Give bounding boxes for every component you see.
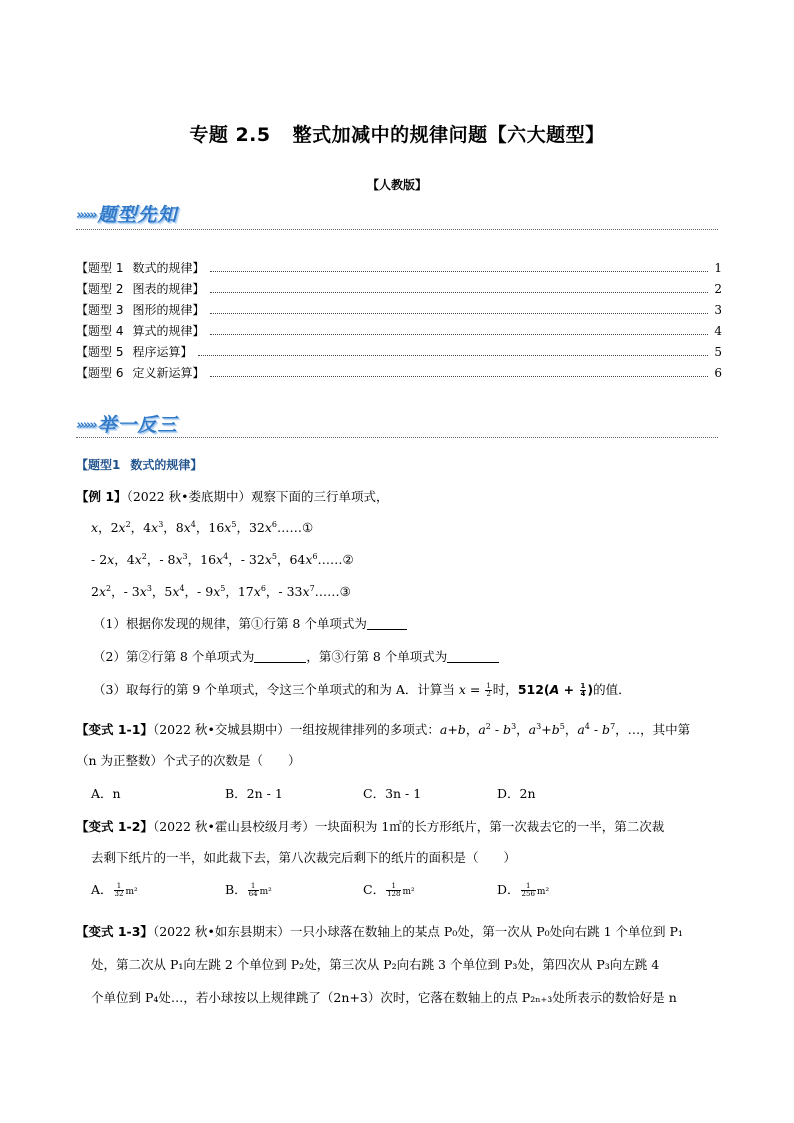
toc-item[interactable] [76,322,722,343]
toc-leader [210,313,708,314]
variant-label: 【变式 1-2】 [76,819,153,834]
toc-item-name: 图表的规律】 [132,282,205,296]
title-topic-number: 专题 2.5 [189,124,271,146]
option-letter: B． [225,882,247,897]
variant-text: （2022 秋•霍山县校级月考）一块面积为 1㎡的长方形纸片，第一次裁去它的一半，第二次裁 [152,819,665,834]
toc-item-name: 定义新运算】 [132,366,205,380]
section-name: 数式的规律】 [130,458,203,472]
banner-arrows-icon: »»» [76,418,96,433]
toc-item[interactable] [76,301,722,322]
variant-text: （2022 秋•如东县期末）一只小球落在数轴上的某点 P₀处，第一次从 P₀处向右跳 1 个单位到 P₁ [152,924,683,939]
variant-text: 去剩下纸片的一半，如此裁下去，第八次裁完后剩下的纸片的面积是（ ） [91,850,517,865]
example-label: 【例 1】 [76,489,127,504]
question-2-text-a: （2）第②行第 8 个单项式为 [93,649,255,664]
variant-1-1-line-1: 【变式 1-1】（2022 秋•交城县期中）一组按规律排列的多项式：a+b，$a^2 - b^3$，$a^3+b^5$，$a^4 - b^7$，…，其中第 [76,721,691,737]
toc-leader [210,376,708,377]
question-1 [93,614,407,632]
example-intro-text: （2022 秋•娄底期中）观察下面的三行单项式， [126,489,389,504]
toc-item[interactable] [76,364,722,385]
unit-label: m² [125,887,138,897]
option-a[interactable]: A．n [91,786,121,801]
answer-blank[interactable] [447,650,499,663]
toc-leader [210,271,708,272]
answer-blank[interactable] [367,617,407,630]
toc-item-tag: 【题型 3 [76,303,124,317]
toc-leader [210,292,708,293]
practice-banner-text: 举一反三 [97,414,178,436]
option-b[interactable]: B． $\frac{1}{64}$ m² [225,882,272,898]
toc-item[interactable] [76,280,722,301]
section-tag: 【题型1 [76,458,121,472]
unit-label: m² [259,887,272,897]
variant-text: 个单位到 P₄处…，若小球按以上规律跳了（2n+3）次时，它落在数轴上的点 P₂ₙ₊₃处所表示的数恰好是 n [91,990,677,1005]
answer-blank[interactable] [254,650,306,663]
question-3-text-b: 时， [492,682,518,697]
option-a[interactable]: A． $\frac{1}{32}$ m² [91,882,138,898]
fraction: $\frac{1}{2}$ [486,682,491,698]
unit-label: m² [536,887,550,897]
option-b[interactable]: B．2n - 1 [225,786,283,801]
toc-item-page: 1 [714,261,722,275]
option-denominator: 128 [387,890,401,898]
toc-item-tag: 【题型 2 [76,282,124,296]
variant-label: 【变式 1-1】 [76,722,153,737]
question-3: （3）取每行的第 9 个单项式，令这三个单项式的和为 A．计算当 x = $\frac{1}{2}$ 时，512(A + $\frac{1}{4}$ )的值． [93,682,631,698]
banner-arrows-icon: »»» [76,208,96,223]
variant-1-3-line-2 [91,955,659,973]
sequence-row-1: x，$2x^2$，$4x^3$，$8x^4$，$16x^5$，$32x^6\dots\dots ①$ [91,519,314,535]
question-1-text: （1）根据你发现的规律，第①行第 8 个单项式为 [93,616,367,631]
toc-leader [210,334,708,335]
example-1-intro [76,487,388,505]
divider [76,229,718,230]
toc-item-page: 6 [714,366,722,380]
practice-banner [76,410,177,437]
option-denominator: 256 [521,890,535,898]
option-d[interactable]: D． $\frac{1}{256}$ m² [497,882,550,898]
toc-item-page: 5 [714,345,722,359]
section-heading [76,456,202,473]
question-3-text-c: 的值． [593,682,631,697]
unit-label: m² [402,887,415,897]
edition-label: 【人教版】 [366,178,427,192]
toc-item-tag: 【题型 4 [76,324,124,338]
toc-leader [198,355,708,356]
variant-1-1-line-2 [76,751,301,769]
option-denominator: 64 [248,890,258,898]
variant-label: 【变式 1-3】 [76,924,153,939]
toc-item-tag: 【题型 6 [76,366,124,380]
title-topic-name: 整式加减中的规律问题【六大题型】 [292,124,605,146]
toc-banner [76,200,177,227]
variant-text: 处，第二次从 P₁向左跳 2 个单位到 P₂处，第三次从 P₂向右跳 3 个单位到 P₃处，第四次从 P₃向左跳 4 [91,957,660,972]
variant-text: （n 为正整数）个式子的次数是（ ） [76,753,301,768]
option-denominator: 32 [114,890,124,898]
variant-1-3-line-1 [76,922,683,940]
option-letter: D． [497,882,520,897]
toc-item-tag: 【题型 5 [76,345,124,359]
variant-1-3-line-3 [91,988,677,1006]
table-of-contents [76,259,722,385]
option-d[interactable]: D．2n [497,786,536,801]
variant-text: ，…，其中第 [615,722,691,737]
toc-item-name: 图形的规律】 [132,303,205,317]
variant-text: （2022 秋•交城县期中）一组按规律排列的多项式： [152,722,440,737]
toc-item-name: 程序运算】 [132,345,193,359]
toc-item[interactable] [76,259,722,280]
variant-1-2-line-1 [76,817,664,835]
toc-item-name: 算式的规律】 [132,324,205,338]
option-c[interactable]: C． $\frac{1}{128}$ m² [363,882,415,898]
option-letter: A． [91,882,113,897]
toc-item-page: 4 [714,324,722,338]
option-c[interactable]: C．3n - 1 [363,786,422,801]
sequence-row-2: - 2x，$4x^2$，- $8x^3$，$16x^4$，- $32x^5$，$64x^6\dots\dots ②$ [91,551,354,567]
document-title [0,120,794,147]
toc-item-page: 2 [714,282,722,296]
toc-item-name: 数式的规律】 [132,261,205,275]
question-3-text-a: （3）取每行的第 9 个单项式，令这三个单项式的和为 A．计算当 [93,682,455,697]
sequence-row-3: $2x^2$，- $3x^3$，$5x^4$，- $9x^5$，$17x^6$，- $33x^7\dots\dots ③$ [91,583,351,599]
variant-1-2-line-2 [91,848,516,866]
toc-item-tag: 【题型 1 [76,261,124,275]
toc-banner-text: 题型先知 [97,204,178,226]
question-2 [93,647,499,665]
toc-item[interactable] [76,343,722,364]
option-letter: C． [363,882,386,897]
toc-item-page: 3 [714,303,722,317]
divider [76,437,718,438]
question-2-text-b: ，第③行第 8 个单项式为 [306,649,448,664]
